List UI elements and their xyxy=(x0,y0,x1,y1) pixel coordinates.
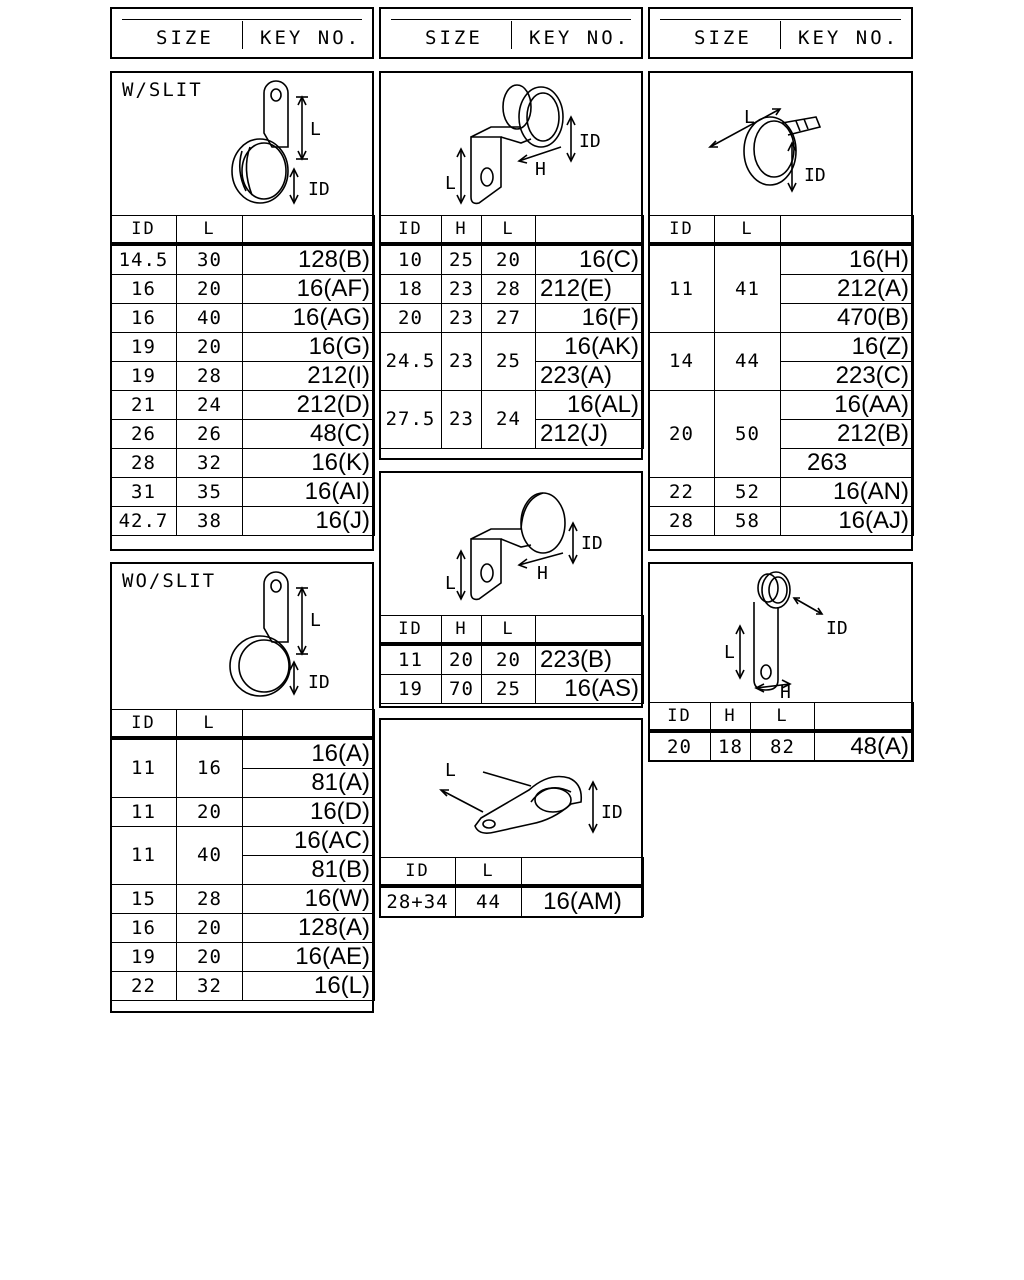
table-row: 42.7 38 16(J) xyxy=(111,506,375,535)
table-row: 16 20 128(A) xyxy=(111,913,375,942)
col-key xyxy=(243,216,375,244)
table-row: 81(A) xyxy=(111,768,375,797)
col-key xyxy=(536,616,644,644)
table-row: 11 41 16(H) xyxy=(649,244,914,275)
flat-clamp-panel xyxy=(379,718,643,918)
w-slit-table xyxy=(110,215,375,536)
col-h: H xyxy=(442,216,482,244)
dim-id-label: ID xyxy=(826,618,848,639)
table-row: 212(A) xyxy=(649,274,914,303)
col-key xyxy=(243,710,375,738)
wo-slit-panel xyxy=(110,562,374,1013)
table-row: 16 40 16(AG) xyxy=(111,303,375,332)
slit-clamp-illustration xyxy=(212,79,362,219)
size-header-3 xyxy=(648,7,913,59)
col-l: L xyxy=(456,858,522,886)
table-row: 11 16 16(A) xyxy=(111,738,375,769)
col-id: ID xyxy=(380,616,442,644)
offset-slit-panel xyxy=(379,71,643,460)
dim-id-label: ID xyxy=(804,165,826,186)
size-header-1 xyxy=(110,7,374,59)
col-key xyxy=(781,216,914,244)
key-no-label: KEY NO. xyxy=(260,27,362,49)
size-label: SIZE xyxy=(694,27,752,49)
offset-clamp-illustration xyxy=(431,481,631,611)
dim-id-label: ID xyxy=(581,533,603,554)
flat-clamp-illustration xyxy=(421,740,631,850)
offset-slit-clamp-illustration xyxy=(431,77,631,217)
size-label: SIZE xyxy=(425,27,483,49)
col-id: ID xyxy=(111,710,177,738)
table-row: 28 32 16(K) xyxy=(111,448,375,477)
band-clamp-table xyxy=(648,215,914,536)
col-id: ID xyxy=(649,216,715,244)
dim-l-label: L xyxy=(445,573,456,594)
table-row: 28+34 44 16(AM) xyxy=(380,886,644,917)
table-header xyxy=(380,216,644,244)
table-header xyxy=(111,216,375,244)
table-row: 18 23 28 212(E) xyxy=(380,274,644,303)
col-h: H xyxy=(711,703,751,731)
table-row: 15 28 16(W) xyxy=(111,884,375,913)
table-header xyxy=(649,216,914,244)
col-id: ID xyxy=(649,703,711,731)
table-row: 27.5 23 24 16(AL) xyxy=(380,390,644,419)
twin-clamp-panel xyxy=(648,562,913,762)
table-row: 223(C) xyxy=(649,361,914,390)
dim-h-label: H xyxy=(780,682,791,703)
col-l: L xyxy=(751,703,815,731)
col-key xyxy=(522,858,644,886)
col-l: L xyxy=(482,616,536,644)
table-row: 11 20 16(D) xyxy=(111,797,375,826)
col-id: ID xyxy=(380,858,456,886)
band-clamp-panel xyxy=(648,71,913,551)
table-row: 28 58 16(AJ) xyxy=(649,506,914,535)
plain-clamp-illustration xyxy=(212,570,362,710)
col-key xyxy=(815,703,914,731)
dim-l-label: L xyxy=(724,642,735,663)
table-row: 212(J) xyxy=(380,419,644,448)
dim-l-label: L xyxy=(445,760,456,781)
dim-l-label: L xyxy=(744,107,755,128)
col-l: L xyxy=(177,710,243,738)
table-row: 19 70 25 16(AS) xyxy=(380,674,644,703)
key-no-label: KEY NO. xyxy=(798,27,900,49)
table-row: 21 24 212(D) xyxy=(111,390,375,419)
dim-l-label: L xyxy=(310,610,321,631)
table-row: 10 25 20 16(C) xyxy=(380,244,644,275)
twin-clamp-table xyxy=(648,702,914,762)
table-row: 19 20 16(G) xyxy=(111,332,375,361)
table-row: 24.5 23 25 16(AK) xyxy=(380,332,644,361)
col-id: ID xyxy=(380,216,442,244)
size-label: SIZE xyxy=(156,27,214,49)
col-l: L xyxy=(715,216,781,244)
col-l: L xyxy=(482,216,536,244)
dim-h-label: H xyxy=(535,159,546,180)
table-header xyxy=(111,710,375,738)
offset-plain-panel xyxy=(379,471,643,708)
col-key xyxy=(536,216,644,244)
w-slit-panel xyxy=(110,71,374,551)
table-header xyxy=(649,703,914,731)
dim-l-label: L xyxy=(310,119,321,140)
table-row: 31 35 16(AI) xyxy=(111,477,375,506)
table-row: 263 xyxy=(649,448,914,477)
twin-clamp-illustration xyxy=(710,568,890,702)
table-row: 20 18 82 48(A) xyxy=(649,731,914,762)
offset-plain-table xyxy=(379,615,644,704)
col-l: L xyxy=(177,216,243,244)
table-row: 20 50 16(AA) xyxy=(649,390,914,419)
table-row: 20 23 27 16(F) xyxy=(380,303,644,332)
dim-id-label: ID xyxy=(601,802,623,823)
key-no-label: KEY NO. xyxy=(529,27,631,49)
table-row: 223(A) xyxy=(380,361,644,390)
table-row: 14.5 30 128(B) xyxy=(111,244,375,275)
flat-clamp-table xyxy=(379,857,644,917)
band-clamp-illustration xyxy=(700,93,900,203)
table-row: 22 52 16(AN) xyxy=(649,477,914,506)
col-id: ID xyxy=(111,216,177,244)
dim-id-label: ID xyxy=(579,131,601,152)
table-row: 11 20 20 223(B) xyxy=(380,644,644,675)
dim-id-label: ID xyxy=(308,179,330,200)
table-row: 19 28 212(I) xyxy=(111,361,375,390)
table-row: 14 44 16(Z) xyxy=(649,332,914,361)
offset-slit-table xyxy=(379,215,644,449)
w-slit-title: W/SLIT xyxy=(122,79,203,101)
table-row: 26 26 48(C) xyxy=(111,419,375,448)
wo-slit-title: WO/SLIT xyxy=(122,570,217,592)
size-header-2 xyxy=(379,7,643,59)
table-row: 212(B) xyxy=(649,419,914,448)
wo-slit-table xyxy=(110,709,375,1001)
table-row: 16 20 16(AF) xyxy=(111,274,375,303)
table-row: 470(B) xyxy=(649,303,914,332)
dim-l-label: L xyxy=(445,173,456,194)
table-row: 81(B) xyxy=(111,855,375,884)
table-header xyxy=(380,858,644,886)
col-h: H xyxy=(442,616,482,644)
table-row: 19 20 16(AE) xyxy=(111,942,375,971)
dim-h-label: H xyxy=(537,563,548,584)
table-header xyxy=(380,616,644,644)
dim-id-label: ID xyxy=(308,672,330,693)
table-row: 22 32 16(L) xyxy=(111,971,375,1000)
table-row: 11 40 16(AC) xyxy=(111,826,375,855)
